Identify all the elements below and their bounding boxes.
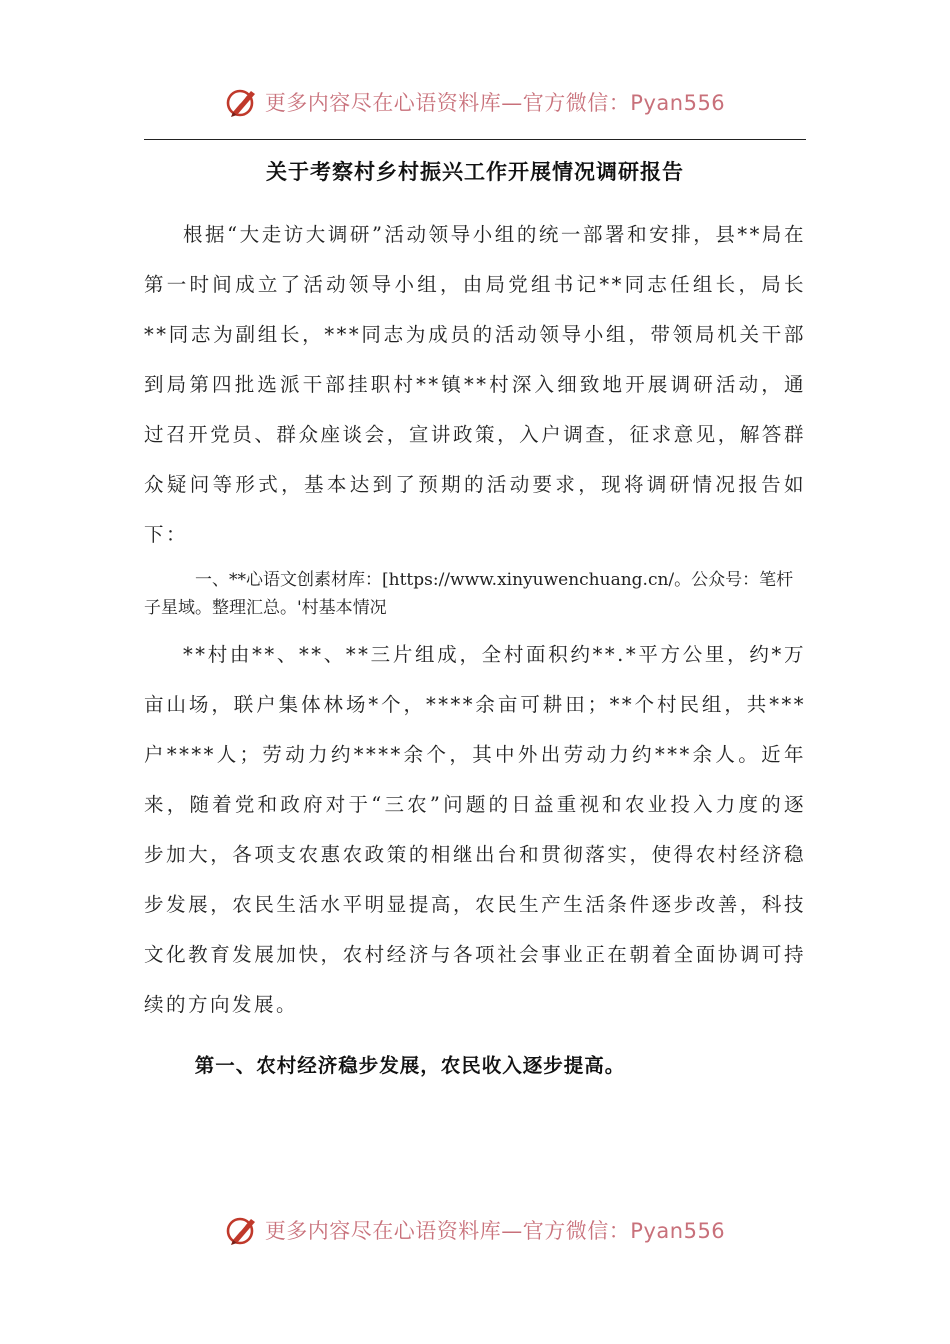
banner-text: 更多内容尽在心语资料库—官方微信：Pyan556 bbox=[264, 91, 726, 115]
pen-logo-icon bbox=[225, 85, 259, 119]
header-banner bbox=[0, 80, 950, 124]
section-one-paragraph: **村由**、**、**三片组成，全村面积约**.*平方公里，约*万亩山场，联户集体林场*个，****余亩可耕田；**个村民组，共***户****人；劳动力约****余个，其中外出劳动力约***余人。近年来，随着党和政府对于“三农”问题的日益重视和农业投入力度的逐步加大，各项支农惠农政策的相继出台和贯彻落实，使得农村经济稳步发展，农民生活水平明显提高，农民生产生活条件逐步改善，科技文化教育发展加快，农村经济与各项社会事业正在朝着全面协调可持续的方向发展。 bbox=[144, 643, 806, 1016]
document-title: 关于考察村乡村振兴工作开展情况调研报告 bbox=[266, 160, 684, 184]
footer-banner bbox=[0, 1208, 950, 1252]
subheading-one: 第一、农村经济稳步发展，农民收入逐步提高。 bbox=[194, 1054, 626, 1077]
header-divider bbox=[144, 139, 806, 140]
pen-logo-icon bbox=[225, 1213, 259, 1247]
section-one-heading: 一、**心语文创素材库：[https://www.xinyuwenchuang.cn/。公众号：笔杆子星域。整理汇总。'村基本情况 bbox=[144, 570, 794, 618]
intro-paragraph: 根据“大走访大调研”活动领导小组的统一部署和安排，县**局在第一时间成立了活动领导小组，由局党组书记**同志任组长，局长**同志为副组长，***同志为成员的活动领导小组，带领局机关干部到局第四批选派干部挂职村**镇**村深入细致地开展调研活动，通过召开党员、群众座谈会，宣讲政策，入户调查，征求意见，解答群众疑问等形式，基本达到了预期的活动要求，现将调研情况报告如下： bbox=[144, 223, 806, 546]
banner-text: 更多内容尽在心语资料库—官方微信：Pyan556 bbox=[264, 1219, 726, 1243]
